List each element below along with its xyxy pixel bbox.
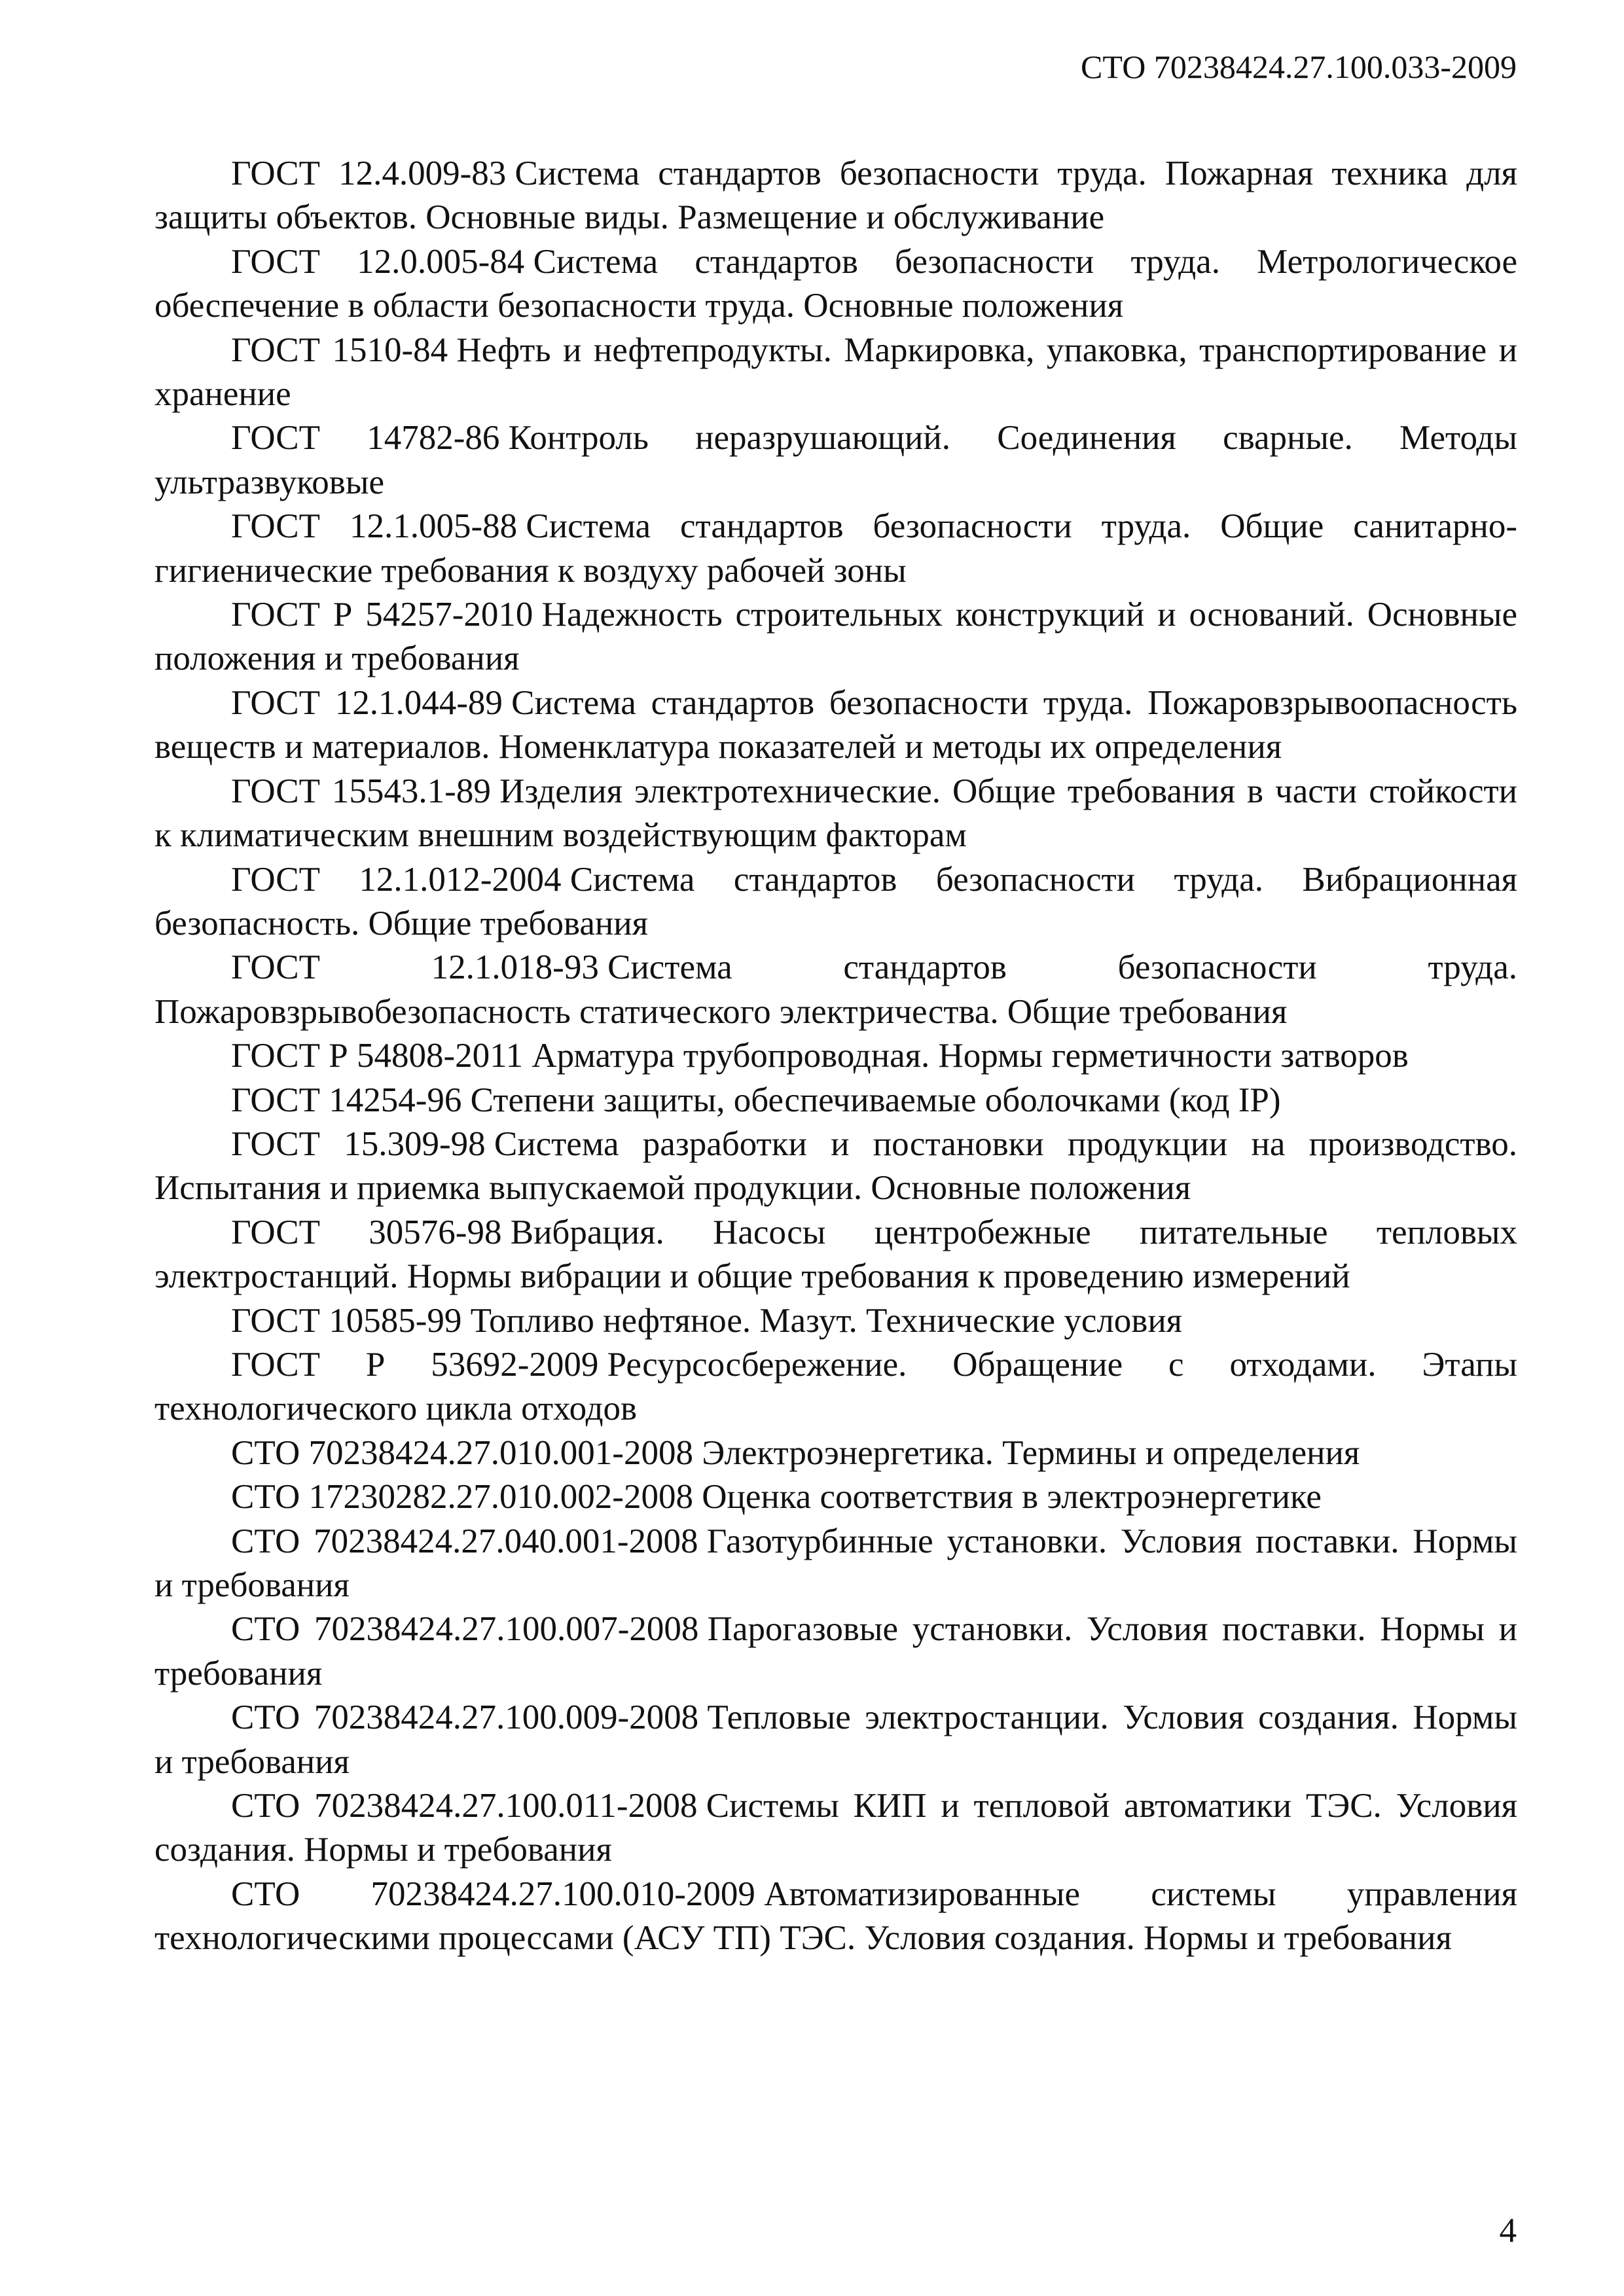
- reference-entry: [154, 681, 1517, 770]
- reference-code: СТО 70238424.27.100.011-2008: [231, 1787, 698, 1825]
- document-code-header: СТО 70238424.27.100.033-2009: [1081, 48, 1517, 85]
- reference-title: Арматура трубопроводная. Нормы герметичности затворов: [532, 1037, 1409, 1075]
- reference-title: Контроль неразрушающий. Соединения сварные. Методы ультразвуковые: [154, 419, 1517, 501]
- reference-entry: [154, 1873, 1517, 1961]
- reference-title: Степени защиты, обеспечиваемые оболочками (код IP): [470, 1081, 1281, 1119]
- reference-entry: [154, 1431, 1517, 1475]
- normative-references-list: [154, 152, 1517, 1961]
- reference-code: ГОСТ 12.1.018-93: [231, 948, 599, 987]
- reference-title: Автоматизированные системы управления технологическими процессами (АСУ ТП) ТЭС. Условия создания. Нормы и требования: [154, 1874, 1517, 1958]
- reference-entry: [154, 770, 1517, 858]
- reference-entry: [154, 1079, 1517, 1122]
- reference-code: ГОСТ 15.309-98: [231, 1124, 486, 1163]
- reference-title: Система стандартов безопасности труда. Пожаровзрывоопасность веществ и материалов. Номенклатура показателей и методы их определения: [154, 683, 1517, 766]
- reference-title: Электроэнергетика. Термины и определения: [702, 1433, 1360, 1472]
- reference-title: Вибрация. Насосы центробежные питательные тепловых электростанций. Нормы вибрации и общие требования к проведению измерений: [154, 1213, 1518, 1296]
- reference-entry: [154, 946, 1517, 1034]
- reference-code: СТО 70238424.27.040.001-2008: [231, 1522, 698, 1560]
- reference-entry: [154, 240, 1517, 329]
- reference-code: ГОСТ 12.1.044-89: [231, 683, 503, 722]
- reference-title: Система стандартов безопасности труда. Пожарная техника для защиты объектов. Основные виды. Размещение и обслуживание: [154, 154, 1517, 237]
- reference-code: СТО 70238424.27.100.007-2008: [231, 1610, 699, 1649]
- reference-code: ГОСТ 12.4.009-83: [231, 154, 507, 192]
- reference-code: СТО 17230282.27.010.002-2008: [231, 1478, 693, 1516]
- reference-entry: [154, 593, 1517, 681]
- reference-code: ГОСТ 30576-98: [231, 1213, 502, 1251]
- reference-entry: [154, 416, 1517, 505]
- reference-code: СТО 70238424.27.010.001-2008: [231, 1433, 693, 1472]
- reference-code: ГОСТ 14254-96: [231, 1081, 462, 1119]
- reference-entry: [154, 1784, 1517, 1873]
- reference-title: Нефть и нефтепродукты. Маркировка, упаковка, транспортирование и хранение: [154, 331, 1517, 414]
- reference-title: Оценка соответствия в электроэнергетике: [702, 1478, 1322, 1516]
- reference-code: СТО 70238424.27.100.009-2008: [231, 1698, 699, 1737]
- reference-entry: [154, 1520, 1517, 1608]
- reference-entry: [154, 1299, 1517, 1343]
- reference-code: ГОСТ 12.0.005-84: [231, 242, 525, 281]
- reference-code: ГОСТ 10585-99: [231, 1301, 462, 1340]
- reference-title: Изделия электротехнические. Общие требования в части стойкости к климатическим внешним воздействующим факторам: [154, 772, 1517, 855]
- reference-title: Система разработки и постановки продукции на производство. Испытания и приемка выпускаемой продукции. Основные положения: [154, 1124, 1517, 1208]
- reference-code: ГОСТ 15543.1-89: [231, 772, 491, 810]
- reference-code: ГОСТ 12.1.005-88: [231, 507, 518, 546]
- reference-title: Газотурбинные установки. Условия поставки. Нормы и требования: [154, 1522, 1517, 1604]
- reference-title: Система стандартов безопасности труда. Метрологическое обеспечение в области безопасности труда. Основные положения: [154, 242, 1518, 325]
- page-number: 4: [1499, 2212, 1517, 2250]
- reference-entry: [154, 1607, 1517, 1696]
- reference-entry: [154, 1122, 1517, 1211]
- reference-code: ГОСТ Р 54257-2010: [231, 596, 533, 634]
- reference-entry: [154, 152, 1517, 240]
- reference-entry: [154, 858, 1517, 946]
- reference-entry: [154, 329, 1517, 417]
- reference-entry: [154, 1343, 1517, 1431]
- reference-title: Топливо нефтяное. Мазут. Технические условия: [470, 1301, 1183, 1340]
- reference-entry: [154, 1211, 1517, 1299]
- reference-code: СТО 70238424.27.100.010-2009: [231, 1874, 755, 1913]
- reference-code: ГОСТ 14782-86: [231, 419, 500, 457]
- reference-title: Системы КИП и тепловой автоматики ТЭС. Условия создания. Нормы и требования: [154, 1787, 1517, 1869]
- reference-title: Система стандартов безопасности труда. Вибрационная безопасность. Общие требования: [154, 860, 1517, 942]
- reference-code: ГОСТ Р 53692-2009: [231, 1345, 599, 1384]
- reference-title: Надежность строительных конструкций и оснований. Основные положения и требования: [154, 596, 1517, 678]
- reference-code: ГОСТ Р 54808-2011: [231, 1037, 524, 1075]
- reference-code: ГОСТ 1510-84: [231, 331, 448, 369]
- reference-entry: [154, 1034, 1517, 1078]
- reference-code: ГОСТ 12.1.012-2004: [231, 860, 562, 899]
- reference-title: Система стандартов безопасности труда. Общие санитарно-гигиенические требования к воздуху рабочей зоны: [154, 507, 1518, 590]
- reference-entry: [154, 505, 1517, 593]
- reference-title: Парогазовые установки. Условия поставки. Нормы и требования: [154, 1610, 1517, 1693]
- reference-title: Система стандартов безопасности труда. Пожаровзрывобезопасность статического электричества. Общие требования: [154, 948, 1517, 1031]
- reference-entry: [154, 1696, 1517, 1784]
- reference-title: Ресурсосбережение. Обращение с отходами. Этапы технологического цикла отходов: [154, 1345, 1518, 1428]
- reference-entry: [154, 1475, 1517, 1519]
- reference-title: Тепловые электростанции. Условия создания. Нормы и требования: [154, 1698, 1517, 1781]
